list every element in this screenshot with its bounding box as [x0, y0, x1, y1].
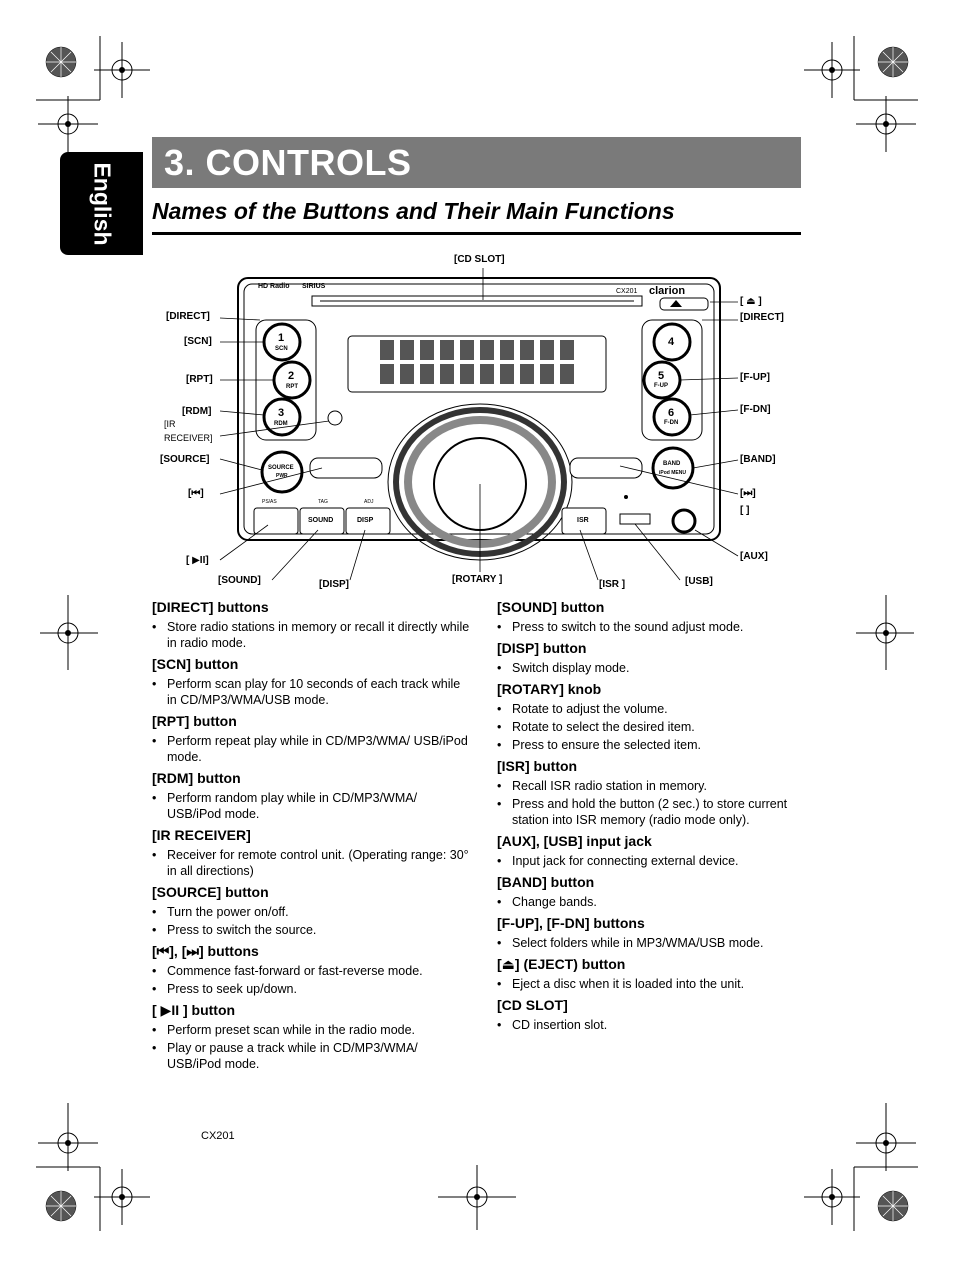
button-1-sub: SCN — [275, 346, 288, 352]
brand-logo: clarion — [649, 285, 686, 297]
button-5-number: 5 — [658, 370, 665, 382]
language-tab — [60, 152, 143, 255]
adj-label: ADJ — [364, 499, 374, 505]
description-section — [497, 680, 817, 753]
section-heading: [SCN] button — [152, 656, 239, 672]
callout-disp: [DISP] — [319, 579, 349, 590]
description-section — [152, 942, 472, 997]
bullet-item: • Recall ISR radio station in memory. — [497, 778, 817, 794]
footer-model-code: CX201 — [201, 1130, 235, 1142]
source-button-label: SOURCE — [268, 465, 294, 471]
callout-blank: [ ] — [740, 505, 750, 516]
bullet-item: • Press to seek up/down. — [152, 981, 472, 997]
description-section — [152, 769, 472, 822]
section-heading: [BAND] button — [497, 874, 595, 890]
page-title: 3. CONTROLS — [164, 142, 412, 183]
description-section — [152, 712, 472, 765]
callout-eject: [ ⏏ ] — [740, 296, 762, 307]
description-section — [497, 914, 817, 951]
callout-usb: [USB] — [685, 576, 713, 587]
description-section — [152, 655, 472, 708]
button-2-number: 2 — [288, 370, 295, 382]
callout-direct-right: [DIRECT] — [740, 312, 784, 323]
button-2-sub: RPT — [286, 384, 298, 390]
language-tab-label: English — [89, 161, 115, 246]
bullet-item: • Perform random play while in CD/MP3/WMA/ USB/iPod mode. — [152, 790, 472, 822]
callout-isr: [ISR ] — [599, 579, 626, 590]
callout-prev: [⏮] — [188, 488, 204, 499]
callout-cd-slot: [CD SLOT] — [454, 254, 505, 265]
button-5-sub: F-UP — [654, 383, 668, 389]
section-heading: [CD SLOT] — [497, 997, 568, 1013]
bullet-item: • Press to ensure the selected item. — [497, 737, 817, 753]
callout-rpt: [RPT] — [186, 374, 213, 385]
callout-scn: [SCN] — [184, 336, 212, 347]
section-subtitle — [152, 196, 801, 235]
callout-ir-receiver: [IR RECEIVER] — [164, 419, 213, 443]
title-bar — [152, 137, 801, 188]
bullet-item: • Receiver for remote control unit. (Operating range: 30° in all directions) — [152, 847, 472, 879]
section-heading: [F-UP], [F-DN] buttons — [497, 915, 645, 931]
section-heading: [AUX], [USB] input jack — [497, 833, 652, 849]
head-unit-diagram — [150, 250, 810, 595]
section-heading: [SOUND] button — [497, 599, 605, 615]
description-section — [152, 1001, 472, 1072]
section-heading: [DIRECT] buttons — [152, 599, 269, 615]
callout-aux: [AUX] — [740, 551, 768, 562]
button-3-number: 3 — [278, 407, 285, 419]
source-button-sub: PWR — [276, 473, 288, 479]
bullet-item: • Eject a disc when it is loaded into the unit. — [497, 976, 817, 992]
description-section — [497, 955, 817, 992]
section-heading: [ROTARY] knob — [497, 681, 602, 697]
description-section — [497, 873, 817, 910]
bullet-item: • Commence fast-forward or fast-reverse mode. — [152, 963, 472, 979]
disp-button-label: DISP — [357, 517, 374, 524]
bullet-item: • Perform preset scan while in the radio mode. — [152, 1022, 472, 1038]
callout-rotary: [ROTARY ] — [452, 574, 503, 585]
description-section — [152, 598, 472, 651]
bullet-item: • Select folders while in MP3/WMA/USB mode. — [497, 935, 817, 951]
section-heading: [⏏] (EJECT) button — [497, 956, 626, 972]
description-section — [152, 883, 472, 938]
bullet-item: • Play or pause a track while in CD/MP3/WMA/ USB/iPod mode. — [152, 1040, 472, 1072]
button-3-sub: RDM — [274, 421, 288, 427]
bullet-item: • Press and hold the button (2 sec.) to store current station into ISR memory (radio mode only). — [497, 796, 817, 828]
sound-button-label: SOUND — [308, 517, 334, 524]
button-1-number: 1 — [278, 332, 285, 344]
band-button-label: BAND — [663, 461, 681, 467]
subtitle-text: Names of the Buttons and Their Main Functions — [152, 198, 675, 224]
callout-direct-left: [DIRECT] — [166, 311, 210, 322]
isr-button-label: ISR — [577, 517, 589, 524]
unit-model: CX201 — [616, 288, 638, 295]
head-unit-drawing — [150, 250, 810, 595]
bullet-item: • Store radio stations in memory or recall it directly while in radio mode. — [152, 619, 472, 651]
section-heading: [RPT] button — [152, 713, 237, 729]
section-heading: [IR RECEIVER] — [152, 827, 251, 843]
callout-next: [⏭] — [740, 488, 756, 499]
left-description-column — [152, 598, 472, 1076]
hd-radio-logo: HD Radio — [258, 283, 290, 290]
description-section — [497, 639, 817, 676]
callout-band: [BAND] — [740, 454, 776, 465]
bullet-item: • Rotate to adjust the volume. — [497, 701, 817, 717]
section-heading: [ ▶II ] button — [152, 1002, 236, 1018]
bullet-item: • Change bands. — [497, 894, 817, 910]
button-6-sub: F-DN — [664, 420, 679, 426]
callout-rdm: [RDM] — [182, 406, 212, 417]
section-heading: [RDM] button — [152, 770, 241, 786]
button-6-number: 6 — [668, 407, 675, 419]
description-section — [497, 996, 817, 1033]
ps-as-label: PS/AS — [262, 499, 277, 505]
description-section — [497, 832, 817, 869]
tag-label: TAG — [318, 499, 328, 505]
bullet-item: • Perform repeat play while in CD/MP3/WMA/ USB/iPod mode. — [152, 733, 472, 765]
description-section — [497, 757, 817, 828]
section-heading: [⏮], [⏭] buttons — [152, 943, 259, 959]
callout-play: [ ▶II] — [186, 555, 209, 566]
bullet-item: • Perform scan play for 10 seconds of each track while in CD/MP3/WMA/USB mode. — [152, 676, 472, 708]
callout-f-dn: [F-DN] — [740, 404, 771, 415]
callout-source: [SOURCE] — [160, 454, 210, 465]
bullet-item: • Press to switch to the sound adjust mode. — [497, 619, 817, 635]
bullet-item: • Input jack for connecting external device. — [497, 853, 817, 869]
callout-sound: [SOUND] — [218, 575, 261, 586]
bullet-item: • Turn the power on/off. — [152, 904, 472, 920]
sirius-logo: SIRIUS — [302, 283, 326, 290]
bullet-item: • Switch display mode. — [497, 660, 817, 676]
section-heading: [ISR] button — [497, 758, 578, 774]
description-section — [497, 598, 817, 635]
band-button-sub: iPod MENU — [659, 470, 686, 476]
section-heading: [SOURCE] button — [152, 884, 269, 900]
section-heading: [DISP] button — [497, 640, 587, 656]
right-description-column — [497, 598, 817, 1037]
bullet-item: • CD insertion slot. — [497, 1017, 817, 1033]
description-section — [152, 826, 472, 879]
button-4-number: 4 — [668, 336, 675, 348]
bullet-item: • Rotate to select the desired item. — [497, 719, 817, 735]
callout-f-up: [F-UP] — [740, 372, 770, 383]
bullet-item: • Press to switch the source. — [152, 922, 472, 938]
